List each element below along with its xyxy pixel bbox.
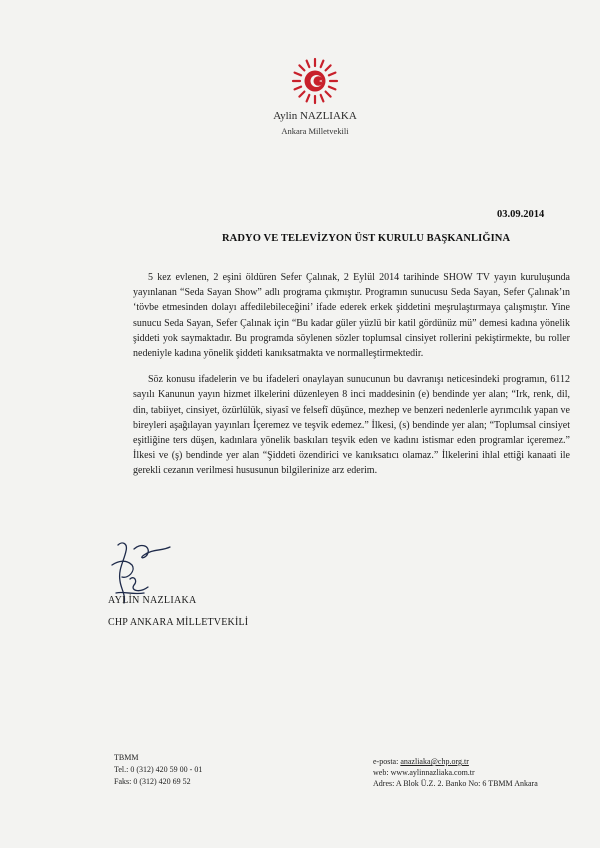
letter-body — [133, 270, 570, 490]
letter-date: 03.09.2014 — [497, 209, 545, 220]
footer-email-row — [373, 756, 538, 767]
footer-address: Adres: A Blok Ü.Z. 2. Banko No: 6 TBMM Ankara — [373, 779, 538, 788]
signatory-title: CHP ANKARA MİLLETVEKİLİ — [108, 617, 249, 628]
footer-contact-left — [114, 752, 202, 788]
footer-web-row — [373, 767, 538, 778]
footer-contact-right — [373, 756, 538, 789]
tbmm-emblem-icon — [289, 55, 341, 107]
signatory-name: AYLİN NAZLIAKA — [108, 595, 197, 606]
letterhead-title: Ankara Milletvekili — [281, 126, 349, 136]
body-paragraph-1: 5 kez evlenen, 2 eşini öldüren Sefer Çalınak, 2 Eylül 2014 tarihinde SHOW TV yayın kuruluşunda yayınlanan “Seda Sayan Show” adlı programa çıkmıştır. Programın sunucusu Seda Sayan, Sefer Çalınak’ın ‘tövbe etmesinden dolayı affedilebileceğini’ ifade ederek erkek şiddetini meşrulaştırmaya çalışmıştır. Yine sunucu Seda Sayan, Sefer Çalınak için “Bu kadar güler yüzlü bir katil gördünüz mü” demesi kadına yönelik şiddeti yok saymaktadır. Bu programda söylenen sözler toplumsal cinsiyet rollerini pekiştirmekte, bu roller nedeniyle kadına yönelik şiddeti kanıksatmakta ve normalleştirmektedir. — [133, 272, 570, 360]
footer-fax: Faks: 0 (312) 420 69 52 — [114, 777, 191, 786]
footer-web-label: web: — [373, 768, 389, 777]
letterhead-first-name: Aylin — [273, 110, 298, 122]
footer-email-label: e-posta: — [373, 757, 399, 766]
footer-email-link[interactable]: anazliaka@chp.org.tr — [400, 757, 469, 766]
letterhead-last-name: NAZLIAKA — [299, 110, 357, 122]
addressee-heading: RADYO VE TELEVİZYON ÜST KURULU BAŞKANLIĞINA — [222, 233, 511, 244]
footer-web-link[interactable]: www.aylinnazliaka.com.tr — [390, 768, 475, 777]
footer-tel: Tel.: 0 (312) 420 59 00 - 01 — [114, 765, 203, 774]
letterhead-name — [0, 110, 600, 122]
footer-org: TBMM — [114, 753, 139, 762]
body-paragraph-2: Söz konusu ifadelerin ve bu ifadeleri onaylayan sunucunun bu davranışı neticesindeki programın, 6112 sayılı Kanunun yayın hizmet ilkelerini düzenleyen 8 inci maddesinin (e) bendinde yer alan; “Irk, renk, dil, din, tabiiyet, cinsiyet, özürlülük, siyasî ve felsefî düşünce, mezhep ve benzeri nedenlerle ayrımcılık yapan ve bireyleri aşağılayan yayınları İçeremez ve teşvik edemez.” İlkesi, (s) bendinde yer alan; “Toplumsal cinsiyet eşitliğine ters düşen, kadınlara yönelik baskıları teşvik eden ve kadını istismar eden programlar içeremez.” İlkesi ve (ş) bendinde yer alan “Şiddeti özendirici ve kanıksatıcı olamaz.” İlkelerini ihlal ettiği kanaati ile gerekli cezanın verilmesi hususunun bilgilerinize arz ederim. — [133, 374, 570, 477]
